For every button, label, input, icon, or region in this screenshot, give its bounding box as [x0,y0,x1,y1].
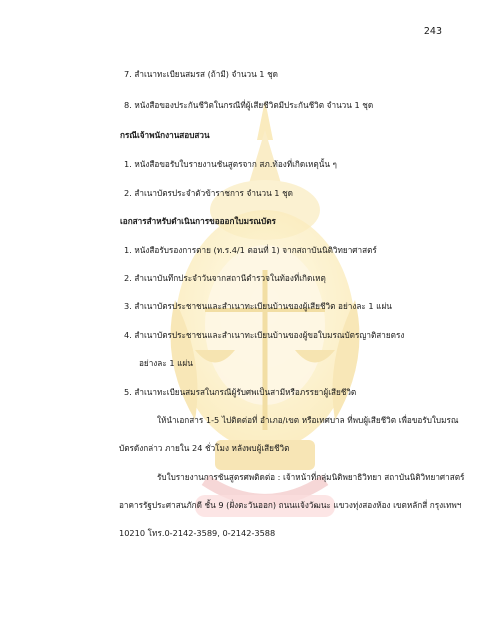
list-item: 4. สำเนาบัตรประชาชนและสำเนาทะเบียนบ้านของผู้ขอใบมรณบัตรญาติสายตรง [124,330,405,340]
paragraph-line: ให้นำเอกสาร 1-5 ไปติดต่อที่ อำเภอ/เขต หรือเทศบาล ที่พบผู้เสียชีวิต เพื่อขอรับใบมรณ [157,415,459,425]
section-heading: กรณีเจ้าพนักงานสอบสวน [120,130,210,140]
list-item: 5. สำเนาทะเบียนสมรสในกรณีผู้รับศพเป็นสามีหรือภรรยาผู้เสียชีวิต [124,387,357,397]
section-heading: เอกสารสำหรับดำเนินการขอออกใบมรณบัตร [120,216,276,226]
list-item-continuation: อย่างละ 1 แผ่น [139,358,193,368]
list-item: 2. สำเนาบันทึกประจำวันจากสถานีตำรวจในท้องที่เกิดเหตุ [124,273,326,283]
paragraph-line: บัตรดังกล่าว ภายใน 24 ชั่วโมง หลังพบผู้เสียชีวิต [119,443,290,453]
paragraph-line: อาคารรัฐประศาสนภักดี ชั้น 9 (ฝั่งตะวันออก) ถนนแจ้งวัฒนะ แขวงทุ่งสองห้อง เขตหลักสี่ กรุงเทพฯ [119,500,462,510]
list-item: 2. สำเนาบัตรประจำตัวข้าราชการ จำนวน 1 ชุด [124,188,293,198]
paragraph-line: รับใบรายงานการชันสูตรศพติดต่อ : เจ้าหน้าที่กลุ่มนิติพยาธิวิทยา สถาบันนิติวิทยาศาสตร์ [157,472,465,482]
page-number: 243 [423,26,442,37]
paragraph-line: 10210 โทร.0-2142-3589, 0-2142-3588 [119,528,276,538]
list-item: 3. สำเนาบัตรประชาชนและสำเนาทะเบียนบ้านของผู้เสียชีวิต อย่างละ 1 แผ่น [124,301,392,311]
list-item: 7. สำเนาทะเบียนสมรส (ถ้ามี) จำนวน 1 ชุด [124,69,278,79]
list-item: 8. หนังสือของประกันชีวิตในกรณีที่ผู้เสียชีวิตมีประกันชีวิต จำนวน 1 ชุด [124,100,374,110]
list-item: 1. หนังสือรับรองการตาย (ท.ร.4/1 ตอนที่ 1) จากสถาบันนิติวิทยาศาสตร์ [124,245,377,255]
list-item: 1. หนังสือขอรับใบรายงานชันสูตรจาก สภ.ท้องที่เกิดเหตุนั้น ๆ [124,159,337,169]
